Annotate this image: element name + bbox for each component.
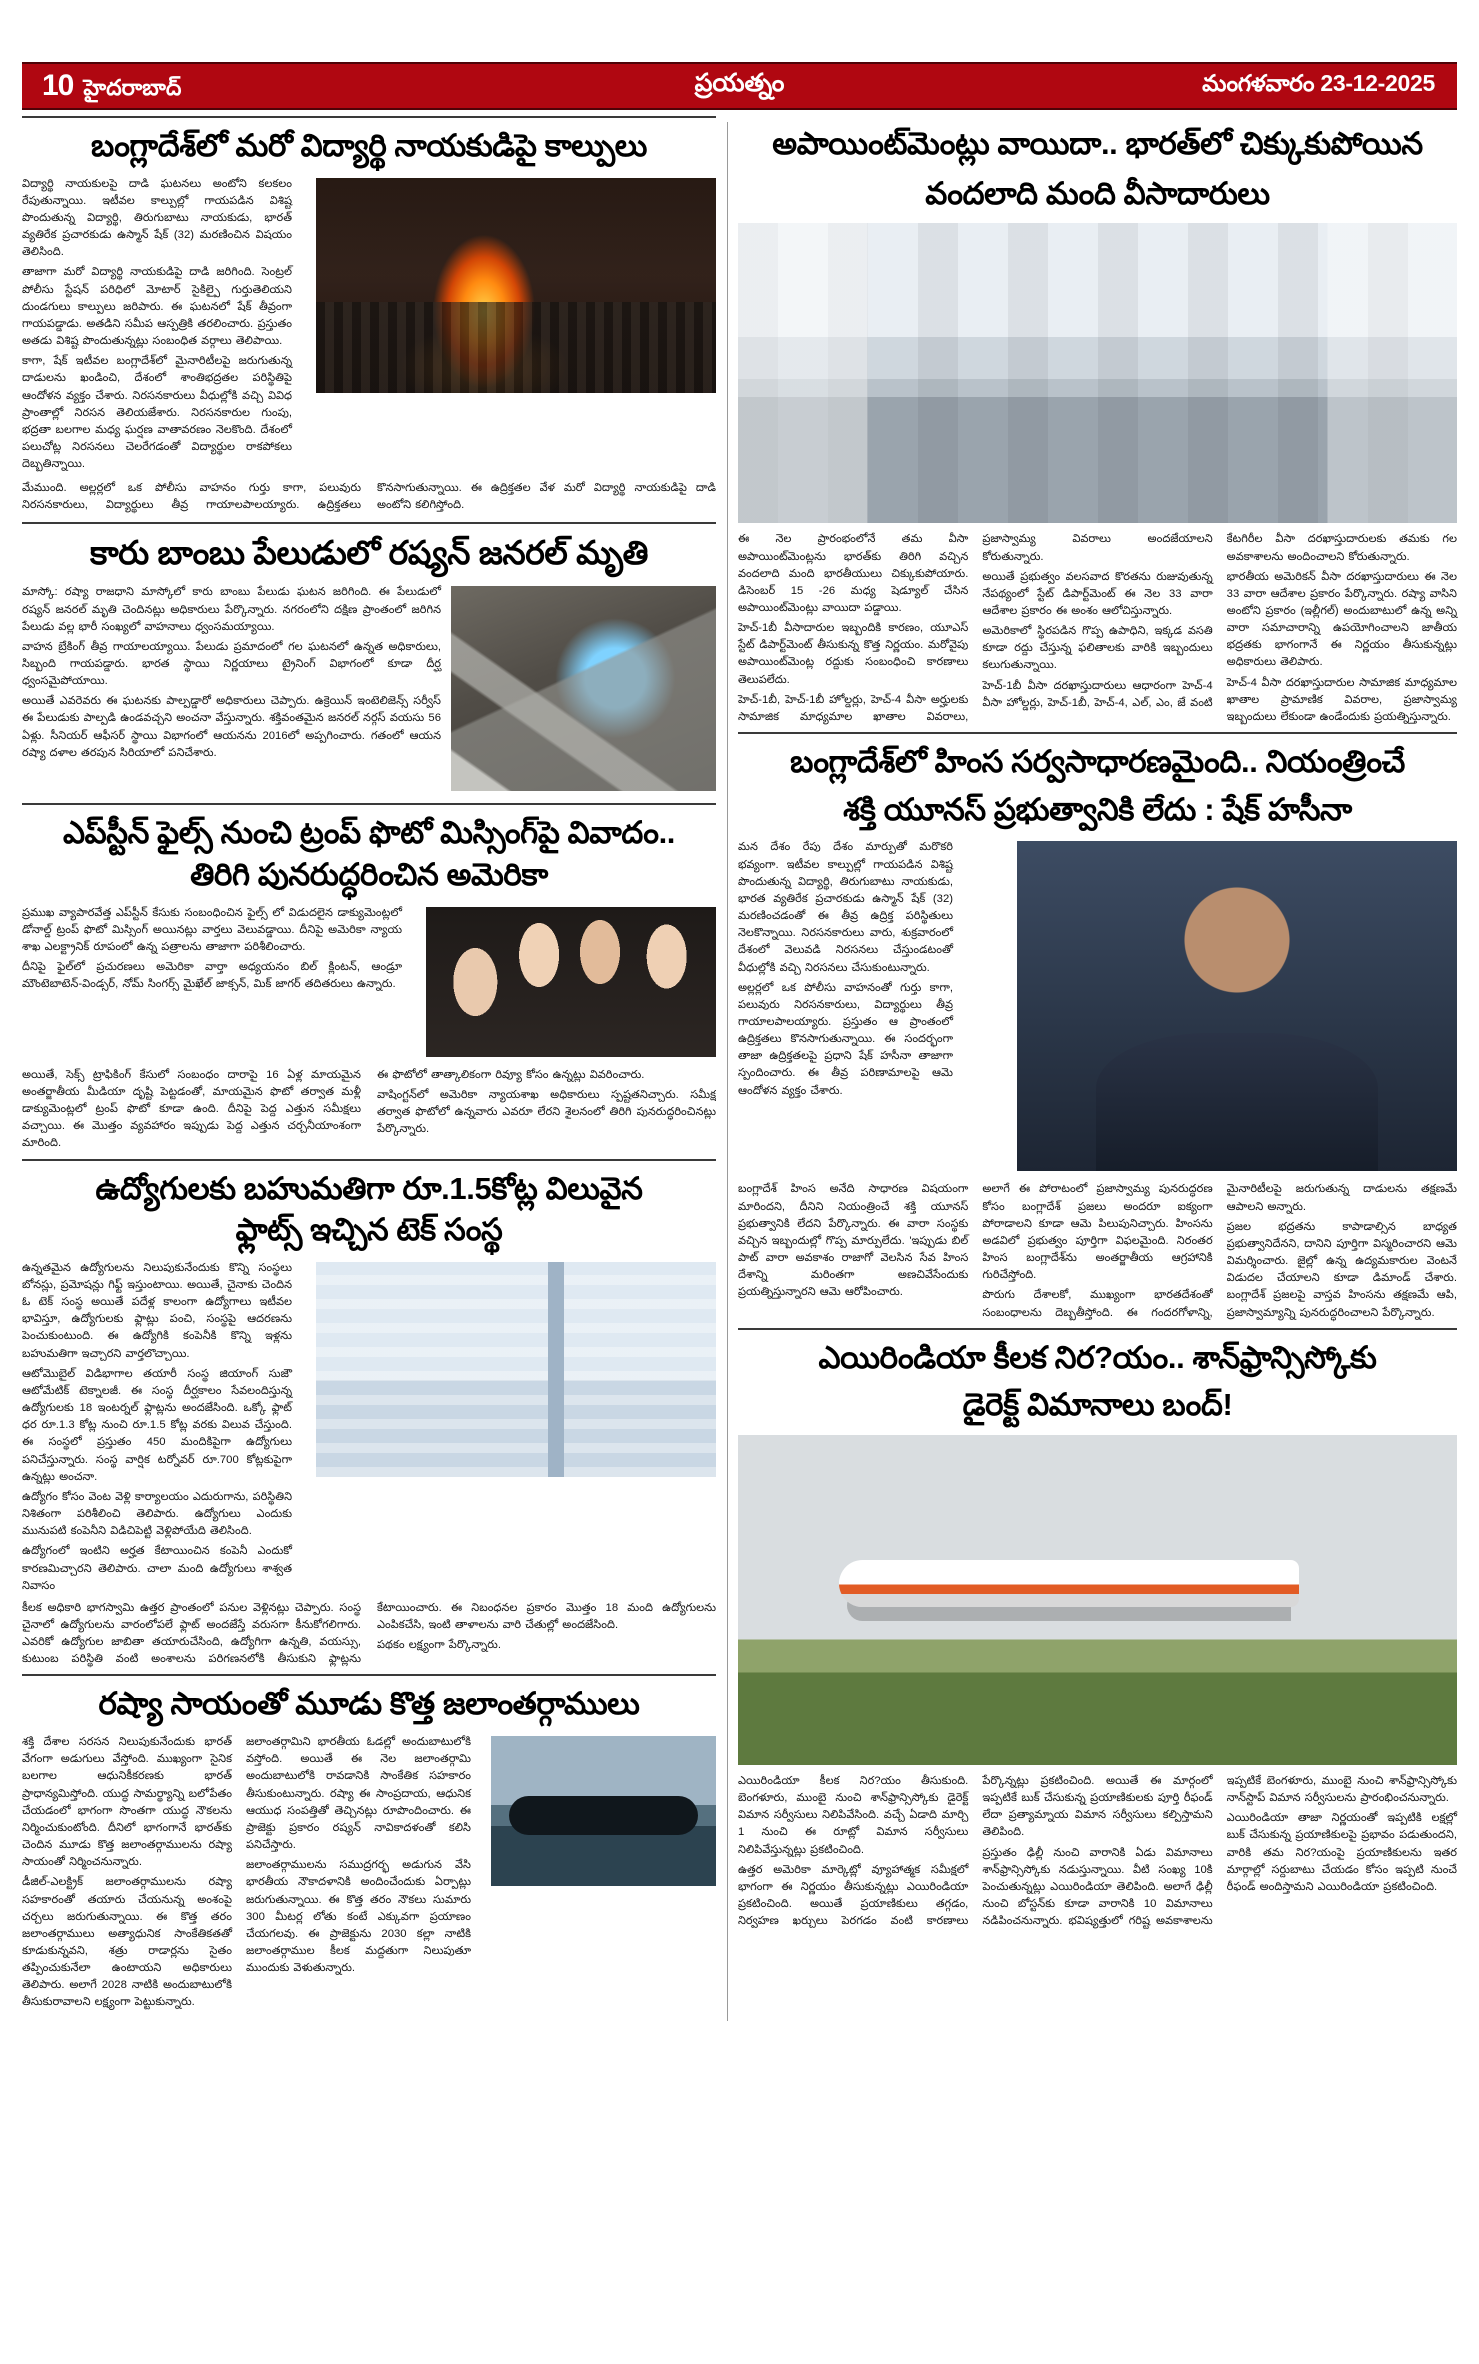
page-number: 10	[42, 69, 74, 102]
visa-office-counter-photo	[738, 223, 1457, 523]
article-paragraph: ఆటోమొబైల్ విడిభాగాల తయారీ సంస్థ జియాంగ్ సుజౌ ఆటోమేటిక్ టెక్నాలజీ. ఈ సంస్థ దీర్ఘకాలం సేవలందిస్తున్న ఉద్యోగులకు 18 ఇంటర్నల్ ఫ్లాట్లను అందజేసింది. ఒక్కో ఫ్లాట్ ధర రూ.1.3 కోట్ల నుంచి రూ.1.5 కోట్ల వరకు విలువ చేస్తుంది. ఈ సంస్థలో ప్రస్తుతం 450 మందికిపైగా ఉద్యోగులు పనిచేస్తున్నారు. సంస్థ వార్షిక టర్నోవర్ రూ.700 కోట్లకుపైగా ఉన్నట్లు అంచనా.	[22, 1367, 292, 1483]
article-paragraph: తాజాగా మరో విద్యార్థి నాయకుడిపై దాడి జరిగింది. సెంట్రల్ పోలీసు స్టేషన్ పరిధిలో మోటార్ సైకిల్పై గుర్తుతెలియని దుండగులు కాల్పులు జరిపారు. ఈ ఘటనలో షేక్ తీవ్రంగా గాయపడ్డాడు. అతడిని సమీప ఆస్పత్రికి తరలించారు. ప్రస్తుతం అతడు విశిష్ట పొందుతున్నట్లు సంబంధిత వర్గాలు తెలిపాయి.	[22, 266, 292, 348]
article-paragraph: కీలక అధికారి భాగస్వామి ఉత్తర ప్రాంతంలో పనుల వెళ్లినట్లు చెప్పారు. సంస్థ చైనాలో ఉద్యోగులను వారంలోపలే ఫ్లాట్ అందజేస్తే వరుసగా కీనుకోగలిగారు. ఎవరికో ఉద్యోగుల జాబితా తయారుచేసింది, ఉద్యోగిగా ఉన్నతి, వయస్సు, కుటుంబ పరిస్థితి వంటి అంశాలను పరిగణనలోకి తీసుకుని ఫ్లాట్లను కేటాయించారు. ఈ నిబంధనల ప్రకారం మొత్తం 18 మంది ఉద్యోగులను ఎంపికచేసి, ఇంటి తాళాలను వారి చేతుల్లో అందజేసింది.	[22, 1601, 716, 1666]
article-paragraph: జలాంతర్గాములను సముద్రగర్భ అడుగున వేసి భారతీయ నౌకాదళానికి అందించేందుకు ఏర్పాట్లు జరుగుతున్నాయి. ఈ కొత్త తరం నౌకలు సుమారు 300 మీటర్ల లోతు కంటే ఎక్కువగా ప్రయాణం చేయగలవు. ఈ ప్రాజెక్టును 2030 కల్లా నాటికి జలాంతర్గాముల కీలక మద్దతుగా నిలుపుతూ ముందుకు వెళుతున్నారు.	[246, 1859, 471, 1975]
office-handover-illustration	[316, 1262, 716, 1477]
article-air-india-san-francisco	[738, 1328, 1457, 1931]
article-paragraph: ప్రస్తుతం ఢిల్లీ నుంచి వారానికి ఏడు విమానాలు శాన్‌ఫ్రాన్సిస్కోకు నడుస్తున్నాయి. వీటి సంఖ్య 10కి పెంచుతున్నట్లు ఎయిరిండియా తెలిపింది. అలాగే ఢిల్లీ నుంచి బోస్టన్‌కు కూడా వారానికి 10 విమానాలు నడిపించనున్నారు. భవిష్యత్తులో గరిష్ట అవకాశాలను ఇప్పటికే బెంగళూరు, ముంబై నుంచి శాన్‌ఫ్రాన్సిస్కోకు నాన్‌స్టాప్ విమాన సర్వీసులను ప్రారంభించనున్నారు.	[982, 1775, 1457, 1928]
article-russia-help-submarines	[22, 1674, 716, 2014]
headline: అపాయింట్‌మెంట్లు వాయిదా.. భారత్‌లో చిక్కుకుపోయిన	[772, 126, 1423, 161]
article-paragraph: మేముంది. అల్లర్లలో ఒక పోలీసు వాహనం గుర్తు కాగా, పలువురు నిరసనకారులు, విద్యార్థులు తీవ్ర గాయాలపాలయ్యారు. ఉద్రిక్తతలు కొనసాగుతున్నాయి. ఈ ఉద్రిక్తతల వేళ మరో విద్యార్థి నాయకుడిపై దాడి అంటోని కలిగిస్తోంది.	[22, 482, 716, 512]
article-paragraph: ప్రజల భద్రతను కాపాడాల్సిన బాధ్యత ప్రభుత్వానిదేనని, దానిని పూర్తిగా విస్మరించారని ఆమె విమర్శించారు. జైల్లో ఉన్న ఉద్యమకారుల వెంటనే విడుదల చేయాలని కూడా డిమాండ్ చేశారు. బంగ్లాదేశ్ ప్రజలపై వాస్తవ హింసను తక్షణమే ఆపి, ప్రజాస్వామ్యాన్ని పునరుద్ధరించాలని పేర్కొన్నారు.	[1226, 1220, 1457, 1319]
headline-line-2: వందలాది మంది వీసాదారులు	[925, 175, 1270, 211]
article-paragraph: శక్తి దేశాల సరసన నిలుపుకునేందుకు భారత్ వేగంగా అడుగులు వేస్తోంది. ముఖ్యంగా సైనిక బలగాల ఆధునికీకరణకు భారత్ ప్రాధాన్యమిస్తోంది. యుద్ధ సామర్థ్యాన్ని బలోపేతం చేయడంలో భాగంగా సొంతగా యుద్ధ నౌకలను నిర్మించుకుంటోంది. దీనిలో భాగంగానే భారత్‌కు చెందిన మూడు కొత్త జలాంతర్గాములను రష్యా సాయంతో నిర్మించనున్నారు.	[22, 1736, 232, 1869]
article-paragraph: హెచ్‌-1బీ వీసా దరఖాస్తుదారులు ఆధారంగా హెచ్‌-4 వీసా హోల్డర్లు, హెచ్‌-1బీ, హెచ్‌-4, ఎల్, ఎం, జే వంటి కేటగిరీల వీసా దరఖాస్తుదారులకు తమకు గల అవకాశాలను అందించాలని కోరుతున్నారు.	[982, 533, 1457, 709]
article-hasina-bangladesh-violence	[738, 732, 1457, 1322]
article-paragraph: బంగ్లాదేశ్ హింస అనేది సాధారణ విషయంగా మారిందని, దీనిని నియంత్రించే శక్తి యూనస్ ప్రభుత్వానికి లేదని పేర్కొన్నారు. ఈ వారా సంస్థకు వచ్చిన ఇబ్బందుల్లో గొప్ప మార్పులేదు. 'ఇప్పుడు బిల్ పాట్ వారా అవకాశం రాజాగో వెలసిన సేవ హింస దేశాన్ని మరింతగా అణచివేసేందుకు ప్రయత్నిస్తున్నారని ఆమె ఆరోపించారు.	[738, 1183, 969, 1299]
headline: రష్యా సాయంతో మూడు కొత్త జలాంతర్గాములు	[98, 1686, 640, 1722]
article-paragraph: మాస్కో: రష్యా రాజధాని మాస్కోలో కారు బాంబు పేలుడు ఘటన జరిగింది. ఈ పేలుడులో రష్యన్ జనరల్ మృతి చెందినట్లు అధికారులు పేర్కొన్నారు. నగరంలోని దక్షిణ ప్రాంతంలో జరిగిన పేలుడు వల్ల భారీ సంఖ్యలో వాహనాలు ధ్వంసమయ్యాయి.	[22, 586, 441, 633]
air-india-aircraft-photo	[738, 1435, 1457, 1765]
masthead	[22, 62, 1457, 110]
article-paragraph: ఈ ఫొటోలో తాత్కాలికంగా రివ్యూ కోసం ఉన్నట్లు వివరించారు.	[377, 1068, 645, 1081]
article-paragraph: అమెరికాలో స్థిరపడిన గొప్ప ఉపాధిని, ఇక్కడ వసతి కూడా రద్దు చేస్తున్న ఫలితాలకు వారికి ఇబ్బందులు కలుగుతున్నాయి.	[982, 625, 1213, 672]
article-appointments-postponed-visa	[738, 116, 1457, 726]
headline-line-2: డైరెక్ట్ విమానాలు బంద్!	[962, 1387, 1233, 1423]
paper-title: ప్రయత్నం	[694, 68, 785, 97]
headline: బంగ్లాదేశ్‌లో హింస సర్వసాధారణమైంది.. నియంత్రించే	[790, 744, 1405, 780]
sheikh-hasina-portrait-photo	[1017, 841, 1457, 1171]
article-paragraph: హెచ్‌-1బీ, హెచ్‌-1బీ హోల్డర్లు, హెచ్‌-4 వీసా అర్హులకు సామాజిక మాధ్యమాల ఖాతాల వివరాలు, ప్రజాస్వామ్య వివరాలు అందజేయాలని కోరుతున్నారు.	[738, 533, 1213, 723]
article-paragraph: హెచ్‌-1బీ వీసాదారుల ఇబ్బందికి కారణం, యూఎస్ స్టేట్ డిపార్ట్‌మెంట్ తీసుకున్న కొత్త నిర్ణయం. మరోవైపు అపాయింట్‌మెంట్ల రద్దుకు సంబంధించి కారణాలు తెలుపలేదు.	[738, 622, 969, 686]
photo-caption: వాషింగ్టన్‌లో అమెరికా న్యాయశాఖ అధికారులు స్పష్టతనిచ్చారు. సమీక్ష తర్వాత ఫొటోలో ఉన్నవారు ఎవరూ లేరని శైలనంలో తిరిగి పునరుద్ధరించినట్లు పేర్కొన్నారు.	[377, 1088, 716, 1136]
headline: బంగ్లాదేశ్‌లో మరో విద్యార్థి నాయకుడిపై కాల్పులు	[90, 128, 648, 163]
headline-line-2: శక్తి యూనస్ ప్రభుత్వానికి లేదు : షేక్ హసీనా	[843, 791, 1352, 827]
article-paragraph: ప్రముఖ వ్యాపారవేత్త ఎప్‌స్టీన్ కేసుకు సంబంధించిన ఫైల్స్ లో విడుదలైన డాక్యుమెంట్లలో డోనాల్డ్ ట్రంప్ ఫొటో మిస్సింగ్ అయినట్లు వార్తలు వెలువడ్డాయి. దీనిపై అమెరికా న్యాయ శాఖ ఎలక్ట్రానిక్ రూపంలో ఉన్న పత్రాలను తాజాగా పరిశీలించారు.	[22, 906, 402, 954]
article-paragraph: ఉద్యోగంలో ఇంటిని అర్హత కేటాయించిన కంపెనీ ఎందుకో కారణమిచ్చారని తెలిపారు. చాలా మంది ఉద్యోగులు శాశ్వత నివాసం	[22, 1545, 292, 1592]
headline: ఎప్‌స్టీన్ ఫైల్స్ నుంచి ట్రంప్ ఫొటో మిస్సింగ్‌పై వివాదం..	[62, 815, 676, 851]
edition-city: హైదరాబాద్	[83, 75, 182, 100]
article-tech-firm-gifts-flats	[22, 1159, 716, 1669]
article-paragraph: ఉత్తర అమెరికా మార్కెట్లో వ్యూహాత్మక సమీక్షలో భాగంగా ఈ నిర్ణయం తీసుకున్నట్లు ఎయిరిండియా ప్రకటించింది. అయితే ప్రయాణికులు తగ్గడం, నిర్వహణ ఖర్చులు పెరగడం వంటి కారణాలు పేర్కొన్నట్లు ప్రకటించింది. అయితే ఈ మార్గంలో ఇప్పటికే బుక్ చేసుకున్న ప్రయాణికులకు పూర్తి రీఫండ్ లేదా ప్రత్యామ్నాయ విమాన సర్వీసులు కల్పిస్తామని తెలిపింది.	[738, 1775, 1213, 1928]
article-paragraph: భారతీయ అమెరికన్ వీసా దరఖాస్తుదారులు ఈ నెల 33 వారా ఆదేశాల ప్రకారం పేర్కొన్నారు. రష్యా వాసిని అంటోని ప్రకారం (ఇల్లీగల్) అందుబాటులో ఉన్న అన్ని వారా సమాచారాన్ని ఉపయోగించాలని జాతీయ భద్రతకు భాగంగానే ఈ నిర్ణయం తీసుకున్నట్లు అధికారులు తెలిపారు.	[1226, 570, 1457, 669]
article-paragraph: అయితే ప్రభుత్వం వలసవాద కొరతను రుజువుతున్న నేపథ్యంలో స్టేట్ డిపార్ట్‌మెంట్ ఈ నెల 33 వారా ఆదేశాల ప్రకారం ఈ అంశం ఆలోచిస్తున్నారు.	[982, 570, 1213, 617]
article-paragraph: కాగా, షేక్ ఇటీవల బంగ్లాదేశ్‌లో మైనారిటీలపై జరుగుతున్న దాడులను ఖండించి, దేశంలో శాంతిభద్రతల పరిస్థితిపై ఆందోళన వ్యక్తం చేశారు. నిరసనకారులు వీధుల్లోకి వచ్చి వివిధ ప్రాంతాల్లో నిరసన తెలియజేశారు. నిరసనకారుల గుంపు, భద్రతా బలగాల మధ్య ఘర్షణ వాతావరణం నెలకొంది. దేశంలో పలుచోట్ల నిరసనలు చెలరేగడంతో విద్యార్థుల రాకపోకలు దెబ్బతిన్నాయి.	[22, 355, 292, 471]
headline-line-2: ఫ్లాట్స్ ఇచ్చిన టెక్ సంస్థ	[235, 1212, 503, 1248]
page-body	[22, 116, 1457, 2021]
submarine-photo	[491, 1736, 716, 1886]
article-paragraph: పథకం లక్ష్యంగా పేర్కొన్నారు.	[377, 1639, 501, 1652]
masthead-left	[22, 71, 181, 101]
article-paragraph: ఎయిరిండియా తాజా నిర్ణయంతో ఇప్పటికి లక్షల్లో బుక్ చేసుకున్న ప్రయాణికులపై ప్రభావం పడుతుందని, వారికి తమ నిర?యంపై ప్రయాణికులను ఇతర మార్గాల్లో సర్దుబాటు చేయడం కోసం ఇప్పటి నుంచే రీఫండ్ అందిస్తామని ఎయిరిండియా ప్రకటించింది.	[1226, 1812, 1457, 1893]
article-paragraph: ఉద్యోగం కోసం వెంట వెళ్లి కార్యాలయం ఎదురుగాను, పరిస్థితిని నిశితంగా పరిశీలించి తెలిపారు. ఉద్యోగులు ఎందుకు మునుపటి కంపెనీని విడిచిపెట్టి వెళ్లిపోయేది తెలిసింది.	[22, 1490, 292, 1538]
car-crash-photo	[451, 586, 716, 791]
article-paragraph: ఈ నెల ప్రారంభంలోనే తమ వీసా అపాయింట్‌మెంట్లను భారత్‌కు తిరిగి వచ్చిన వందలాది మంది భారతీయులు చిక్కుకుపోయారు. డిసెంబర్ 15 -26 మధ్య షెడ్యూల్ చేసిన అపాయింట్‌మెంట్లు వాయిదా పడ్డాయి.	[738, 533, 969, 614]
headline: కారు బాంబు పేలుడులో రష్యన్ జనరల్ మృతి	[89, 534, 648, 572]
epstein-party-photo	[426, 907, 716, 1057]
article-paragraph: జలాంతర్గామిని భారతీయ ఓడల్లో అందుబాటులోకి వస్తోంది. అయితే ఈ నెల జలాంతర్గామి అందుబాటులోకి రావడానికి సాంకేతిక సహకారం తీసుకుంటున్నారు. రష్యా ఈ సాంప్రదాయ, ఆధునిక ఆయుధ సంపత్తితో తెచ్చినట్లు రూపొందించారు. ఈ ప్రాజెక్టు ప్రకారం రష్యన్ నావికాదళంతో కలిసి పనిచేస్తారు.	[246, 1736, 471, 1852]
article-paragraph: విద్యార్థి నాయకులపై దాడి ఘటనలు అంటోని కలకలం రేపుతున్నాయి. ఇటీవల కాల్పుల్లో గాయపడిన విశిష్ట పొందుతున్న విద్యార్థి, తిరుగుబాటు నాయకుడు, భారత్ వ్యతిరేక ప్రచారకుడు ఉస్మాన్ షేక్ (32) మరణించిన విషయం తెలిసింది.	[22, 177, 292, 259]
article-paragraph: అయితే ఎవరెవరు ఈ ఘటనకు పాల్పడ్డారో అధికారులు చెప్పారు. ఉక్రెయిన్ ఇంటెలిజెన్స్ సర్వీస్ ఈ పేలుడుకు పాల్పడి ఉండవచ్చని అంచనా వేస్తున్నారు. శక్తివంతమైన జనరల్ నర్గస్ వయసు 56 ఏళ్లు. సీనియర్ ఆఫీసర్ స్థాయి విభాగంలో ఆయనను 2016లో అప్పగించారు. గతంలో ఆయన రష్యా దళాల తరపున సిరియాలో పనిచేశారు.	[22, 695, 441, 759]
article-paragraph: దీనిపై ఫైల్‌లో ప్రచురణలు అమెరికా వార్తా అధ్యయనం బిల్ క్లింటన్, ఆండ్రూ మౌంటెబాటెన్-విండ్సర్, నోమ్ సింగర్స్ మైఖేల్ జాక్సన్, మిక్ జాగర్ తదితరులు ఉన్నారు.	[22, 961, 402, 991]
article-paragraph: పొరుగు దేశాలకో, ముఖ్యంగా భారతదేశంతో సంబంధాలను దెబ్బతీస్తోంది. ఈ గందరగోళాన్ని, మైనారిటీలపై జరుగుతున్న దాడులను తక్షణమే ఆపాలని అన్నారు.	[982, 1183, 1457, 1319]
headline: ఎయిరిండియా కీలక నిర?యం.. శాన్‌ఫ్రాన్సిస్కోకు	[818, 1339, 1377, 1375]
protest-fire-photo	[316, 178, 716, 393]
article-car-bomb-russian-general	[22, 522, 716, 797]
article-paragraph: మన దేశం రేపు దేశం మార్పుతో మరొకరి భవ్యంగా. ఇటీవల కాల్పుల్లో గాయపడిన విశిష్ట పొందుతున్న విద్యార్థి, తిరుగుబాటు నాయకుడు, భారత వ్యతిరేక ప్రచారకుడు ఉస్మాన్ షేక్ (32) మరణించడంతో ఈ తీవ్ర ఉద్రిక్త పరిస్థితులు నెలకొన్నాయి. నిరసనకారులు వారు, శుక్రవారంలో దేశంలో వెలువడి నిరసనలు చేస్తుండటంతో వీధుల్లోకి వచ్చి నిరసనలు చేసుకుంటున్నారు.	[738, 841, 953, 974]
top-margin	[22, 0, 1457, 62]
article-epstein-files-trump-photo	[22, 803, 716, 1152]
headline-line-2: తిరిగి పునరుద్ధరించిన అమెరికా	[190, 857, 548, 893]
right-column	[738, 116, 1457, 2021]
headline: ఉద్యోగులకు బహుమతిగా రూ.1.5కోట్ల విలువైన	[95, 1170, 643, 1206]
article-paragraph: ఎయిరిండియా కీలక నిర?యం తీసుకుంది. బెంగళూరు, ముంబై నుంచి శాన్‌ఫ్రాన్సిస్కోకు డైరెక్ట్ విమాన సర్వీసులు నిలిపివేసింది. వచ్చే ఏడాది మార్చి 1 నుంచి ఈ రూట్లో విమాన సర్వీసులు నిలిపివేస్తున్నట్లు ప్రకటించింది.	[738, 1775, 969, 1856]
article-paragraph: అల్లర్లలో ఒక పోలీసు వాహనంతో గుర్తు కాగా, పలువురు నిరసనకారులు, విద్యార్థులు తీవ్ర గాయాలపాలయ్యారు. ప్రస్తుతం ఆ ప్రాంతంలో ఉద్రిక్తతలు కొనసాగుతున్నాయి. ఈ సందర్భంగా తాజా ఉద్రిక్తతలపై ప్రధాని షేక్ హసీనా తాజాగా స్పందించారు. ఈ తీవ్ర పరిణామాలపై ఆమె ఆందోళన వ్యక్తం చేశారు.	[738, 981, 953, 1097]
article-paragraph: హెచ్‌-4 వీసా దరఖాస్తుదారుల సామాజిక మాధ్యమాల ఖాతాల ప్రామాణిక వివరాల, ప్రజాస్వామ్య ఇబ్బందులు లేకుండా ఉండేందుకు ప్రయత్నిస్తున్నారు.	[1226, 676, 1457, 723]
left-column	[22, 116, 716, 2021]
article-paragraph: డీజిల్-ఎలక్ట్రిక్ జలాంతర్గాములను రష్యా సహకారంతో తయారు చేయనున్న అంశంపై చర్చలు జరుగుతున్నాయి. ఈ కొత్త తరం జలాంతర్గాములు అత్యాధునిక సాంకేతికతతో కూడుకున్నవని, శత్రు రాడార్లను సైతం తప్పించుకునేలా ఉంటాయని అధికారులు తెలిపారు. అలాగే 2028 నాటికి అందుబాటులోకి తీసుకురావాలని లక్ష్యంగా పెట్టుకున్నారు.	[22, 1876, 232, 2009]
article-paragraph: ఉన్నతమైన ఉద్యోగులను నిలుపుకునేందుకు కొన్ని సంస్థలు బోనస్లు, ప్రమోషన్లు గిఫ్ట్ ఇస్తుంటాయి. అయితే, చైనాకు చెందిన ఓ టెక్ సంస్థ అయితే పదేళ్ల కాలంగా ఉద్యోగాలు ఇటీవల భావిస్తూ, ఉద్యోగులకు ఫ్లాట్లు పంచి, సంస్థపై ఆదరణను పెంచుకుంటుంది. ఈ ఉద్యోగికి కంపెనీకి కొన్ని ఇళ్లను బహుమతిగా ఇచ్చారని వార్తలొచ్చాయి.	[22, 1261, 292, 1360]
article-bangladesh-student-leader-shot	[22, 116, 716, 516]
publication-date: మంగళవారం 23-12-2025	[1202, 69, 1435, 96]
article-paragraph: అలాగే ఈ పోరాటంలో ప్రజాస్వామ్య పునరుద్ధరణ కోసం బంగ్లాదేశ్ ప్రజలు అందరూ ఐక్యంగా పోరాడాలని కూడా ఆమె పిలుపునిచ్చారు. హింసను అడవిలో ప్రభుత్వం పూర్తిగా విఫలమైంది. నిరంతర హింస బంగ్లాదేశ్‌ను అంతర్జాతీయ ఆగ్రహానికి గురిచేస్తోంది.	[982, 1183, 1213, 1282]
article-paragraph: వాహన బ్రేకింగ్ తీవ్ర గాయాలయ్యాయి. పేలుడు ప్రమాదంలో గల ఘటనలో ఉన్నత అధికారులు, సిబ్బంది గాయపడ్డారు. భారత స్థాయి నిర్ణయాలు ట్రైనింగ్ విభాగంలో కూడా దీర్ఘ ధ్వంసమైపోయాయి.	[22, 640, 441, 688]
article-paragraph: అయితే, సెక్స్ ట్రాఫికింగ్ కేసులో సంబంధం దారాపై 16 ఏళ్ల మాయమైన అంతర్జాతీయ మీడియా దృష్టి పెట్టడంతో, మాయమైన ఫొటో తర్వాత మళ్లీ డాక్యుమెంట్లలో ట్రంప్ ఫొటో కూడా ఉంది. దీనిపై పెద్ద ఎత్తున సమీక్షలు వచ్చాయి. ఈ మొత్తం వ్యవహారం ఇప్పుడు పెద్ద ఎత్తున చర్చనీయాంశంగా మారింది.	[22, 1068, 361, 1150]
